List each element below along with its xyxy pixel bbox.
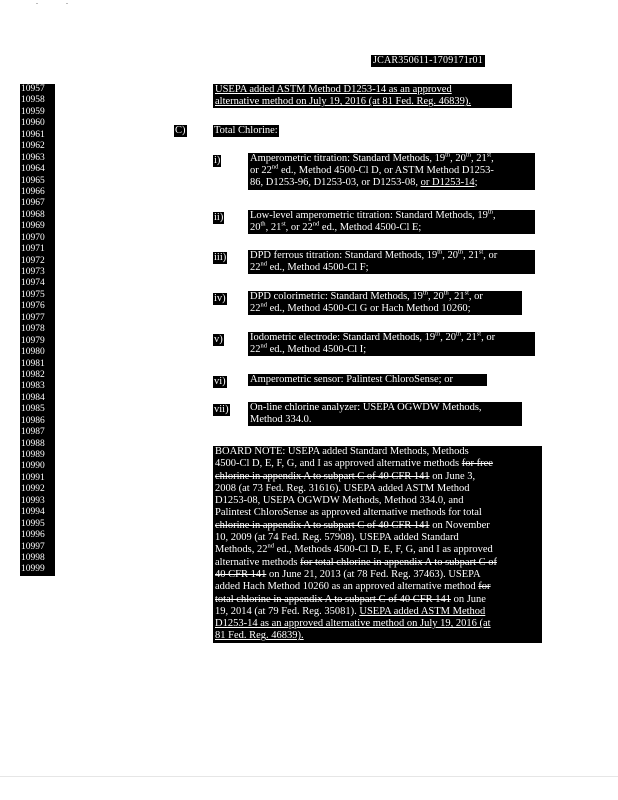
line-number: 10963	[21, 152, 45, 163]
item-text	[248, 374, 487, 386]
note-line: BOARD NOTE: USEPA added Standard Methods, Methods	[215, 446, 469, 457]
item-line: Amperometric titration: Standard Methods, 19th, 20th, 21st,	[250, 151, 494, 164]
item-text	[248, 250, 535, 274]
scan-edge-line	[0, 776, 618, 777]
line-number: 10993	[21, 495, 45, 506]
item-text	[248, 291, 522, 315]
item-line: Low-level amperometric titration: Standard Methods, 19th,	[250, 208, 496, 221]
line-number: 10974	[21, 278, 45, 289]
line-number: 10988	[21, 438, 45, 449]
intro-text	[213, 84, 512, 108]
item-line: 20th, 21st, or 22nd ed., Method 4500-Cl E;	[250, 220, 422, 234]
note-line: 19, 2014 (at 79 Fed. Reg. 35081). USEPA added ASTM Method	[215, 605, 486, 617]
line-number: 10991	[21, 472, 45, 483]
line-number: 10970	[21, 232, 45, 243]
item-number: vii)	[214, 404, 229, 415]
line-number: 10967	[21, 198, 45, 209]
item-text	[248, 332, 535, 356]
item-line: DPD ferrous titration: Standard Methods, 19th, 20th, 21st, or	[250, 248, 498, 261]
line-number: 10995	[21, 518, 45, 529]
line-number: 10990	[21, 461, 45, 472]
line-number: 10976	[21, 301, 45, 312]
line-number: 10971	[21, 244, 45, 255]
line-number: 10997	[21, 541, 45, 552]
line-number: 10981	[21, 358, 45, 369]
line-number: 10983	[21, 381, 45, 392]
item-text	[248, 210, 535, 234]
line-number: 10980	[21, 347, 45, 358]
line-number: 10989	[21, 450, 45, 460]
line-number: 10986	[21, 415, 45, 426]
note-line: 81 Fed. Reg. 46839).	[215, 630, 304, 642]
line-number-column	[20, 84, 55, 576]
note-line: 10, 2009 (at 74 Fed. Reg. 57908). USEPA added Standard	[215, 532, 459, 544]
note-line: 40 CFR 141 on June 21, 2013 (at 78 Fed. Reg. 37463). USEPA	[215, 568, 481, 580]
item-text	[248, 153, 535, 190]
line-number: 10962	[21, 141, 45, 152]
note-line: added Hach Method 10260 as an approved alternative method for	[215, 581, 491, 593]
line-number: 10961	[21, 129, 45, 140]
item-line: 22nd ed., Method 4500-Cl G or Hach Method 10260;	[250, 301, 471, 315]
item-line: 22nd ed., Method 4500-Cl F;	[250, 260, 369, 274]
line-number: 10999	[21, 564, 45, 575]
line-number: 10996	[21, 530, 45, 541]
line-number: 10985	[21, 404, 45, 415]
line-number: 10978	[21, 324, 45, 335]
line-number: 10966	[21, 186, 45, 197]
item-text	[248, 402, 522, 426]
item-line: Amperometric sensor: Palintest ChloroSense; or	[250, 374, 453, 385]
line-number: 10977	[21, 312, 45, 323]
line-number: 10982	[21, 369, 45, 380]
note-line: chlorine in appendix A to subpart C of 40 CFR 141 on June 3,	[215, 470, 476, 482]
line-number: 10975	[21, 289, 45, 300]
item-number: ii)	[214, 212, 224, 223]
item-number: i)	[214, 155, 221, 166]
line-number: 10969	[21, 221, 45, 232]
note-line: D1253-08, USEPA OGWDW Methods, Method 334.0, and	[215, 495, 464, 507]
line-number: 10968	[21, 209, 45, 220]
section-label: C)	[175, 125, 186, 136]
item-number: iii)	[214, 252, 227, 263]
note-line: 4500-Cl D, E, F, G, and I as approved alternative methods for free	[215, 458, 493, 470]
item-number: vi)	[214, 376, 226, 387]
line-number: 10984	[21, 392, 45, 403]
line-number: 10998	[21, 552, 45, 563]
line-number: 10965	[21, 175, 45, 186]
line-number: 10958	[21, 95, 45, 106]
note-line: Palintest ChloroSense as approved alternative methods for total	[215, 507, 482, 519]
line-number: 10979	[21, 335, 45, 346]
line-number: 10992	[21, 484, 45, 495]
line-number: 10994	[21, 507, 45, 518]
board-note	[213, 446, 542, 643]
line-number: 10959	[21, 106, 45, 117]
document-id: JCAR350611-1709171r01	[373, 55, 483, 66]
item-number: iv)	[214, 293, 226, 304]
intro-line-1: USEPA added ASTM Method D1253-14 as an approved	[215, 84, 452, 95]
item-number: v)	[214, 334, 223, 345]
item-line: On-line chlorine analyzer: USEPA OGWDW Methods,	[250, 402, 482, 413]
scan-speck	[66, 3, 68, 4]
item-line: DPD colorimetric: Standard Methods, 19th, 20th, 21st, or	[250, 289, 483, 302]
item-line: Iodometric electrode: Standard Methods, 19th, 20th, 21st, or	[250, 330, 496, 343]
scan-speck	[36, 3, 38, 4]
line-number: 10964	[21, 164, 45, 175]
item-line: 86, D1253-96, D1253-03, or D1253-08, or D1253-14;	[250, 177, 478, 189]
section-title: Total Chlorine:	[214, 125, 278, 136]
note-line: alternative methods for total chlorine in appendix A to subpart C of	[215, 556, 497, 568]
line-number: 10973	[21, 267, 45, 277]
item-line: 22nd ed., Method 4500-Cl I;	[250, 342, 367, 356]
line-number: 10972	[21, 255, 45, 266]
note-line: chlorine in appendix A to subpart C of 40 CFR 141 on November	[215, 519, 490, 531]
intro-line-2: alternative method on July 19, 2016 (at 81 Fed. Reg. 46839).	[215, 96, 472, 108]
item-line: Method 334.0.	[250, 414, 312, 426]
line-number: 10987	[21, 427, 45, 438]
note-line: D1253-14 as an approved alternative method on July 19, 2016 (at	[215, 618, 491, 630]
note-line: 2008 (at 73 Fed. Reg. 31616). USEPA added ASTM Method	[215, 482, 470, 494]
note-line: Methods, 22nd ed., Methods 4500-Cl D, E, F, G, and I as approved	[215, 542, 493, 556]
note-line: total chlorine in appendix A to subpart C of 40 CFR 141 on June	[215, 593, 486, 605]
item-line: or 22nd ed., Method 4500-Cl D, or ASTM Method D1253-	[250, 163, 494, 177]
line-number: 10960	[21, 118, 45, 129]
line-number: 10957	[21, 84, 45, 94]
